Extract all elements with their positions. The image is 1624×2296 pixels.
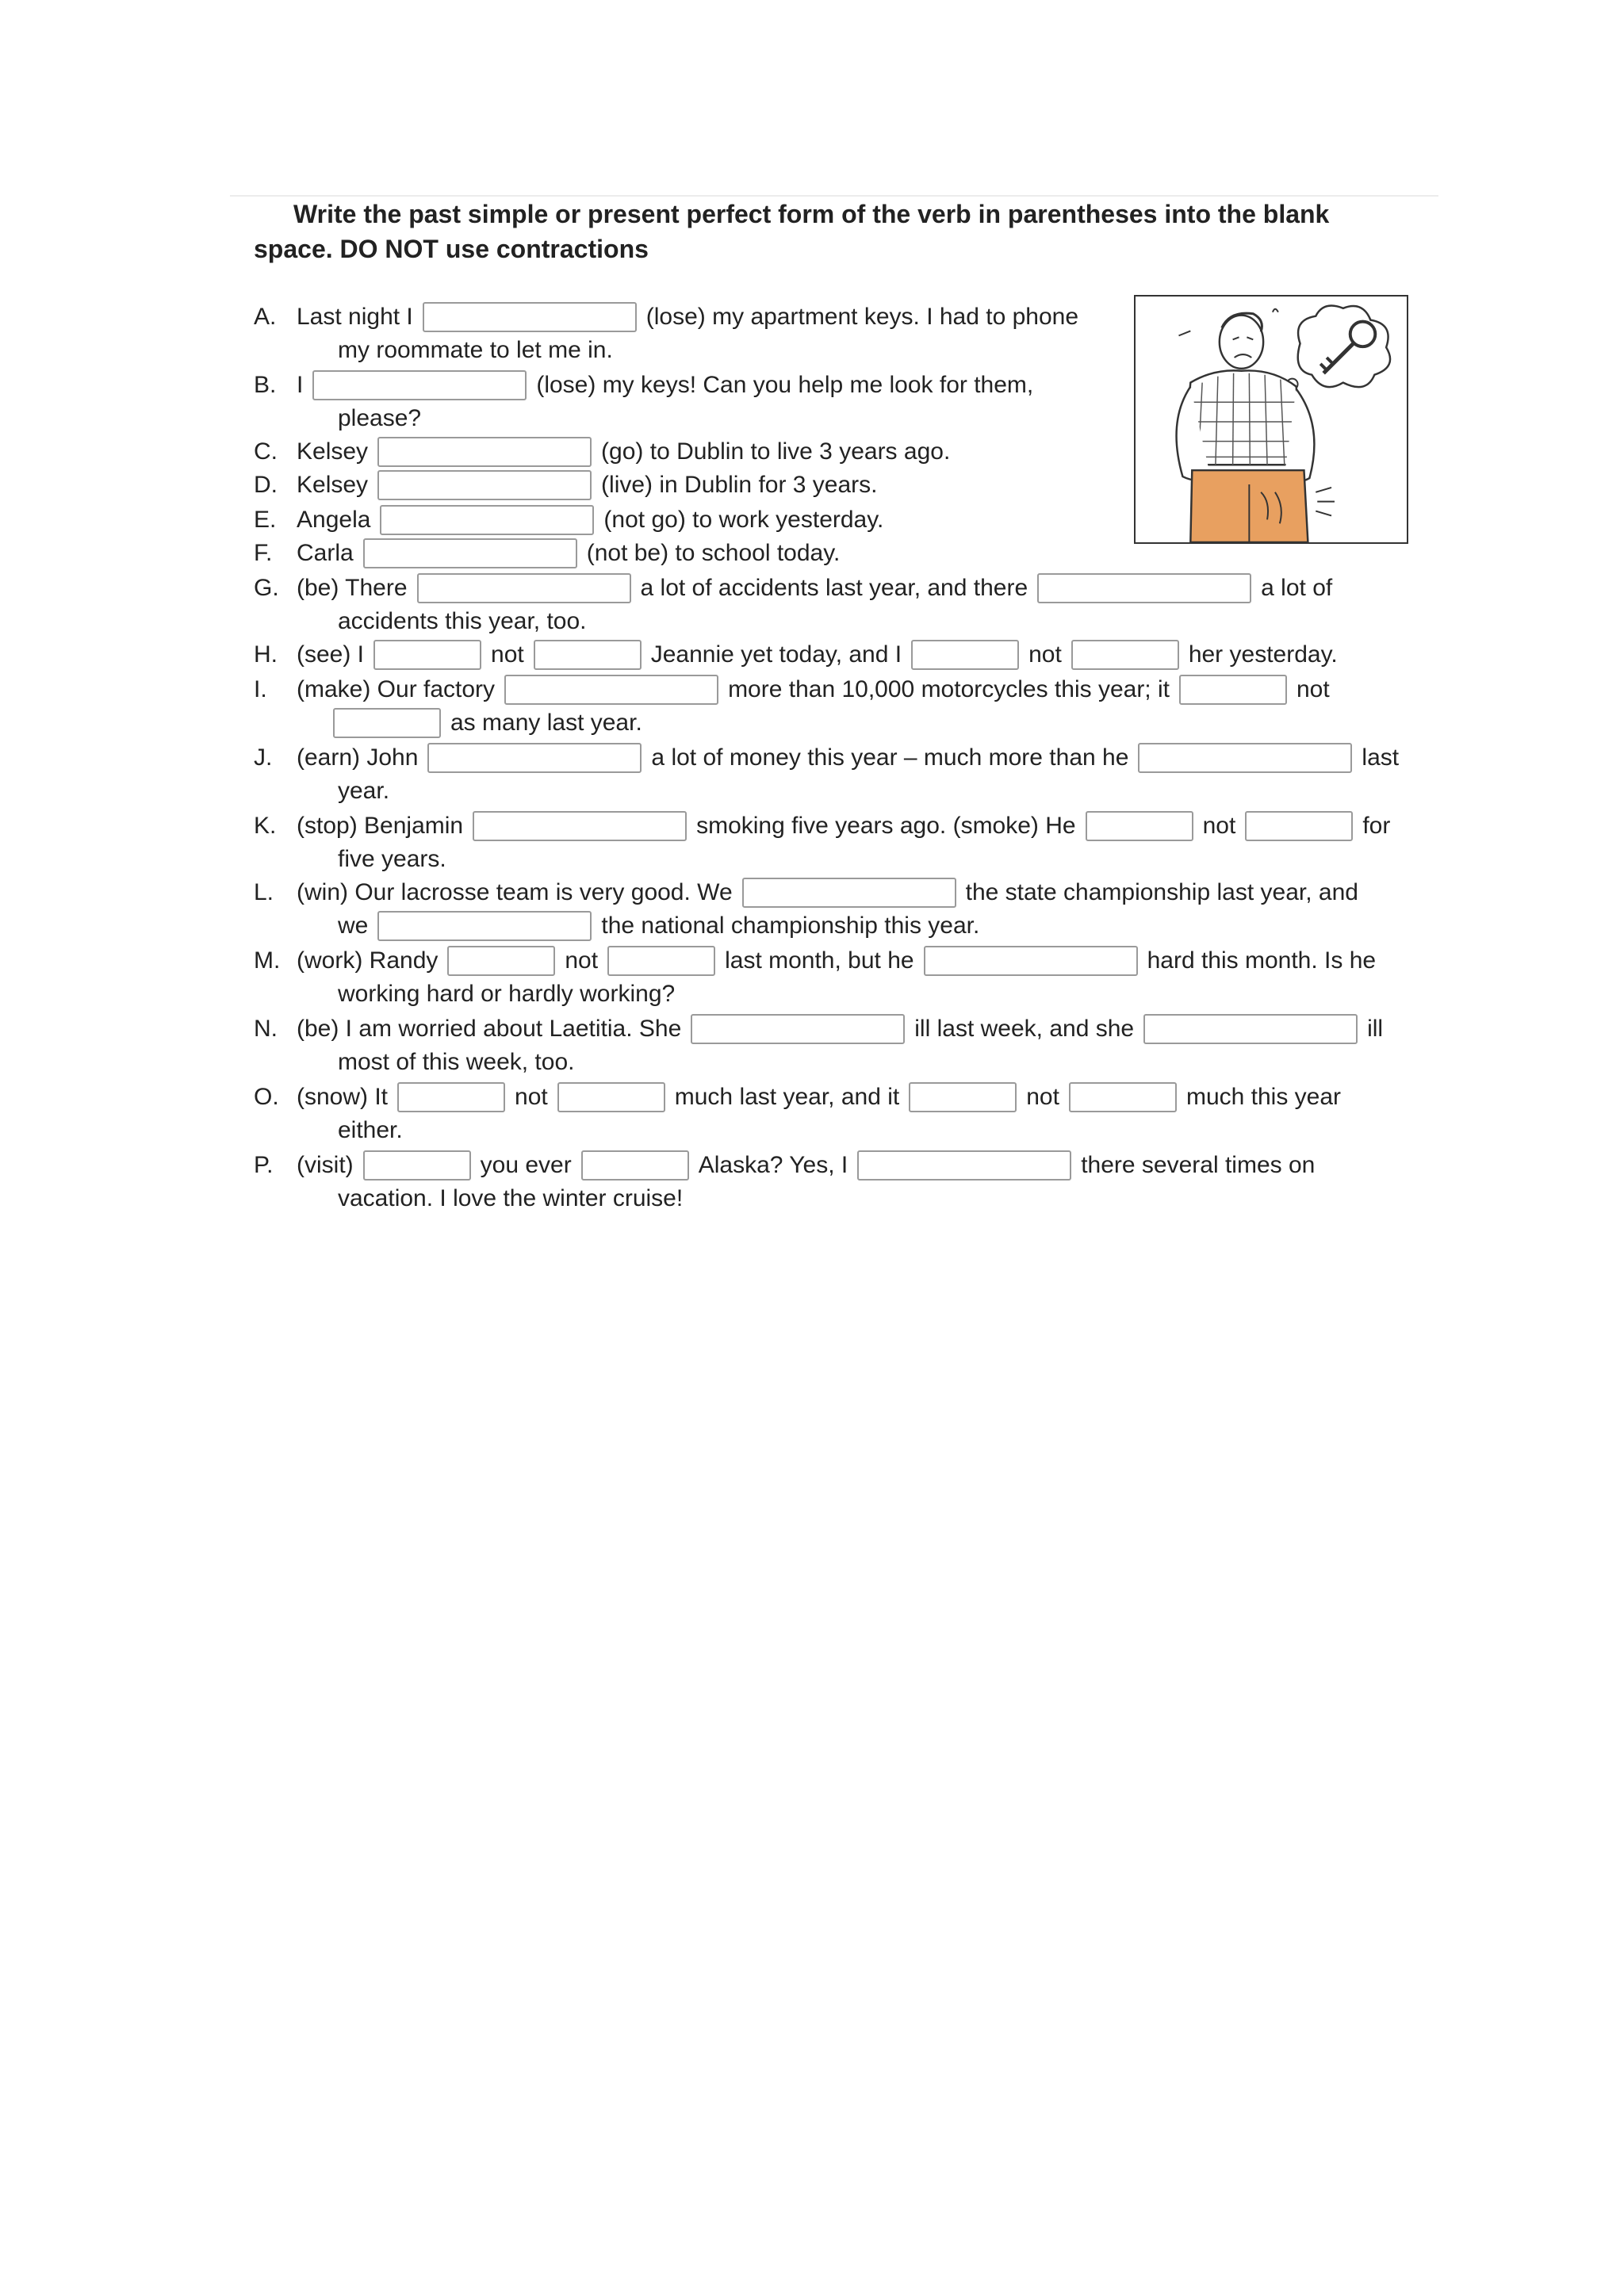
sentence-text: ill last week, and she	[914, 1016, 1135, 1042]
item-letter: O.	[254, 1084, 279, 1110]
answer-box-g-2[interactable]	[1037, 573, 1251, 603]
worried-man-lost-key-illustration	[1134, 295, 1408, 544]
sentence-text: year.	[338, 778, 390, 804]
sentence-text: Kelsey	[297, 438, 369, 465]
sentence-text: (snow) It	[297, 1084, 389, 1110]
exercise-f-line	[254, 538, 845, 569]
exercise-l-line-2	[333, 910, 984, 942]
sentence-text: most of this week, too.	[338, 1049, 575, 1075]
sentence-text: a lot of money this year – much more than he	[651, 744, 1129, 771]
sentence-text: not	[515, 1084, 548, 1110]
exercise-j-line-1	[254, 742, 1404, 774]
sentence-text: (stop) Benjamin	[297, 813, 464, 839]
exercise-h-line	[254, 639, 1342, 671]
answer-box-o-2[interactable]	[557, 1082, 665, 1112]
answer-box-o-3[interactable]	[909, 1082, 1017, 1112]
item-letter: M.	[254, 947, 281, 974]
sentence-text: please?	[338, 405, 422, 431]
exercise-e-line	[254, 504, 888, 536]
exercise-n-line-1	[254, 1013, 1388, 1045]
exercise-m-line-1	[254, 945, 1381, 977]
sentence-text: as many last year.	[450, 710, 642, 736]
answer-box-b[interactable]	[312, 370, 527, 400]
sentence-text: Carla	[297, 540, 354, 566]
answer-box-n-1[interactable]	[691, 1014, 905, 1044]
sentence-text: much this year	[1185, 1084, 1342, 1110]
answer-box-p-3[interactable]	[857, 1150, 1071, 1181]
sentence-text: working hard or hardly working?	[338, 981, 676, 1007]
exercise-n-line-2	[333, 1047, 579, 1078]
sentence-text: (make) Our factory	[297, 676, 496, 702]
answer-box-h-4[interactable]	[1071, 640, 1179, 670]
answer-box-l-1[interactable]	[742, 878, 956, 908]
exercise-p-line-1	[254, 1150, 1320, 1181]
answer-box-l-2[interactable]	[377, 911, 592, 941]
sentence-text: not	[1296, 676, 1330, 702]
sentence-text: you ever	[480, 1152, 572, 1178]
exercise-c-line	[254, 436, 955, 468]
sentence-text: five years.	[338, 846, 446, 872]
sentence-text: Jeannie yet today, and I	[650, 641, 902, 668]
sentence-text: Alaska? Yes, I	[698, 1152, 848, 1178]
sentence-text: last	[1362, 744, 1400, 771]
item-letter: G.	[254, 575, 279, 601]
item-letter: I.	[254, 676, 267, 702]
item-letter: A.	[254, 304, 277, 330]
answer-box-o-1[interactable]	[397, 1082, 505, 1112]
sentence-text: (not be) to school today.	[586, 540, 841, 566]
sentence-text: smoking five years ago. (smoke) He	[696, 813, 1076, 839]
sentence-text: (go) to Dublin to live 3 years ago.	[601, 438, 951, 465]
answer-box-e[interactable]	[380, 505, 594, 535]
item-letter: C.	[254, 438, 278, 465]
answer-box-i-1[interactable]	[504, 675, 718, 705]
exercise-a-line-1	[254, 301, 1083, 333]
item-letter: K.	[254, 813, 277, 839]
exercise-j-line-2	[333, 775, 394, 807]
item-letter: B.	[254, 372, 277, 398]
exercise-o-line-2	[333, 1115, 408, 1146]
sentence-text: (be) I am worried about Laetitia. She	[297, 1016, 682, 1042]
answer-box-a[interactable]	[423, 302, 637, 332]
sentence-text: I	[297, 372, 304, 398]
item-letter: E.	[254, 507, 277, 533]
sentence-text: last month, but he	[725, 947, 914, 974]
sentence-text: (win) Our lacrosse team is very good. We	[297, 879, 733, 905]
exercise-p-line-2	[333, 1183, 688, 1215]
sentence-text: the state championship last year, and	[965, 879, 1358, 905]
exercise-g-line-2	[333, 606, 592, 637]
exercise-i-line-1	[254, 674, 1335, 706]
sentence-text: ill	[1367, 1016, 1384, 1042]
answer-box-h-2[interactable]	[534, 640, 642, 670]
sentence-text: not	[1202, 813, 1236, 839]
answer-box-i-3[interactable]	[333, 708, 441, 738]
exercise-i-line-2	[328, 707, 647, 739]
sentence-text: accidents this year, too.	[338, 608, 587, 634]
exercise-k-line-2	[333, 844, 451, 875]
sentence-text: (be) There	[297, 575, 408, 601]
exercise-d-line	[254, 469, 883, 501]
sentence-text: a lot of accidents last year, and there	[640, 575, 1028, 601]
sentence-text: Last night I	[297, 304, 413, 330]
item-letter: L.	[254, 879, 274, 905]
answer-box-k-2[interactable]	[1086, 811, 1193, 841]
item-letter: F.	[254, 540, 273, 566]
sentence-text: we	[338, 913, 369, 939]
answer-box-h-1[interactable]	[373, 640, 481, 670]
answer-box-h-3[interactable]	[911, 640, 1019, 670]
man-thinking-of-key-icon	[1136, 297, 1407, 542]
sentence-text: not	[1026, 1084, 1059, 1110]
sentence-text: Angela	[297, 507, 371, 533]
sentence-text: not	[491, 641, 524, 668]
sentence-text: (earn) John	[297, 744, 419, 771]
sentence-text: vacation. I love the winter cruise!	[338, 1185, 684, 1211]
item-letter: D.	[254, 472, 278, 498]
item-letter: N.	[254, 1016, 278, 1042]
answer-box-o-4[interactable]	[1069, 1082, 1177, 1112]
answer-box-p-2[interactable]	[581, 1150, 689, 1181]
answer-box-k-1[interactable]	[473, 811, 687, 841]
answer-box-g-1[interactable]	[417, 573, 631, 603]
answer-box-j-2[interactable]	[1138, 743, 1352, 773]
sentence-text: the national championship this year.	[601, 913, 980, 939]
answer-box-c[interactable]	[377, 437, 592, 467]
answer-box-p-1[interactable]	[363, 1150, 471, 1181]
exercise-g-line-1	[254, 572, 1337, 604]
answer-box-f[interactable]	[363, 538, 577, 568]
exercise-b-line-2	[333, 403, 426, 434]
sentence-text: there several times on	[1081, 1152, 1316, 1178]
sentence-text: a lot of	[1261, 575, 1333, 601]
sentence-text: for	[1362, 813, 1391, 839]
answer-box-d[interactable]	[377, 470, 592, 500]
answer-box-n-2[interactable]	[1143, 1014, 1358, 1044]
sentence-text: (not go) to work yesterday.	[603, 507, 884, 533]
item-letter: H.	[254, 641, 278, 668]
sentence-text: (work) Randy	[297, 947, 439, 974]
exercise-l-line-1	[254, 877, 1363, 909]
answer-box-m-1[interactable]	[447, 946, 555, 976]
sentence-text: not	[1028, 641, 1062, 668]
sentence-text: (see) I	[297, 641, 365, 668]
sentence-text: (lose) my apartment keys. I had to phone	[645, 304, 1079, 330]
item-letter: P.	[254, 1152, 274, 1178]
answer-box-j-1[interactable]	[427, 743, 642, 773]
exercise-o-line-1	[254, 1081, 1346, 1113]
exercise-k-line-1	[254, 810, 1395, 842]
answer-box-i-2[interactable]	[1179, 675, 1287, 705]
sentence-text: (visit)	[297, 1152, 354, 1178]
item-letter: J.	[254, 744, 273, 771]
sentence-text: hard this month. Is he	[1147, 947, 1377, 974]
answer-box-m-2[interactable]	[607, 946, 715, 976]
answer-box-m-3[interactable]	[924, 946, 1138, 976]
exercise-b-line-1	[254, 369, 1038, 401]
sentence-text: her yesterday.	[1188, 641, 1338, 668]
sentence-text: (live) in Dublin for 3 years.	[601, 472, 878, 498]
sentence-text: Kelsey	[297, 472, 369, 498]
sentence-text: my roommate to let me in.	[338, 337, 613, 363]
sentence-text: either.	[338, 1117, 403, 1143]
answer-box-k-3[interactable]	[1245, 811, 1353, 841]
sentence-text: much last year, and it	[674, 1084, 900, 1110]
exercise-m-line-2	[333, 978, 680, 1010]
sentence-text: (lose) my keys! Can you help me look for them,	[536, 372, 1034, 398]
exercise-a-line-2	[333, 335, 618, 366]
sentence-text: not	[565, 947, 599, 974]
instructions-heading: Write the past simple or present perfect form of the verb in parentheses into the blank space. DO NOT use contractions	[254, 200, 1330, 263]
sentence-text: more than 10,000 motorcycles this year; it	[728, 676, 1170, 702]
